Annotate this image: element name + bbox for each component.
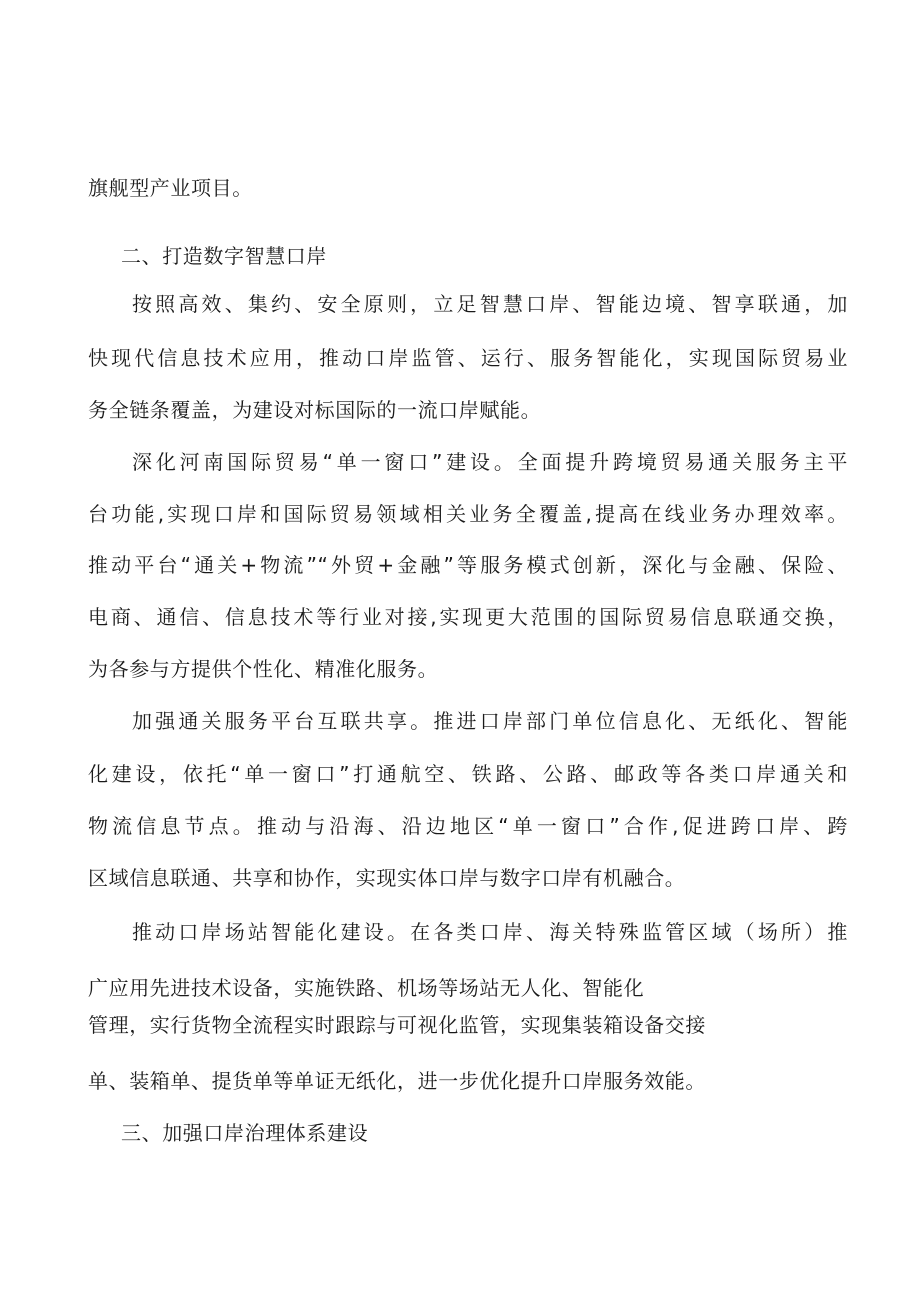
paragraph-line: 广应用先进技术设备，实施铁路、机场等场站无人化、智能化 (88, 976, 645, 1000)
paragraph-line: 推动平台“通关+物流”“外贸+金融”等服务模式创新，深化与金融、保险、 (88, 553, 848, 577)
section-heading: 二、打造数字智慧口岸 (121, 244, 327, 268)
section-heading: 三、加强口岸治理体系建设 (121, 1121, 369, 1145)
paragraph-line: 推动口岸场站智能化建设。在各类口岸、海关特殊监管区域（场所）推 (132, 920, 848, 944)
paragraph-line: 加强通关服务平台互联共享。推进口岸部门单位信息化、无纸化、智能 (132, 709, 848, 733)
paragraph-line: 电商、通信、信息技术等行业对接,实现更大范围的国际贸易信息联通交换， (88, 605, 848, 629)
paragraph-line: 务全链条覆盖，为建设对标国际的一流口岸赋能。 (88, 398, 542, 422)
paragraph-line: 深化河南国际贸易“单一窗口”建设。全面提升跨境贸易通关服务主平 (132, 450, 848, 474)
paragraph-line: 旗舰型产业项目。 (88, 176, 253, 200)
paragraph-line: 区域信息联通、共享和协作，实现实体口岸与数字口岸有机融合。 (88, 866, 686, 890)
paragraph-line: 物流信息节点。推动与沿海、沿边地区“单一窗口”合作,促进跨口岸、跨 (88, 814, 848, 838)
paragraph-line: 管理，实行货物全流程实时跟踪与可视化监管，实现集装箱设备交接 (88, 1013, 706, 1037)
paragraph-line: 按照高效、集约、安全原则，立足智慧口岸、智能边境、智享联通，加 (132, 292, 848, 316)
paragraph-line: 为各参与方提供个性化、精准化服务。 (88, 657, 439, 681)
paragraph-line: 单、装箱单、提货单等单证无纸化，进一步优化提升口岸服务效能。 (88, 1069, 706, 1093)
paragraph-line: 台功能,实现口岸和国际贸易领域相关业务全覆盖,提高在线业务办理效率。 (88, 502, 848, 526)
paragraph-line: 化建设，依托“单一窗口”打通航空、铁路、公路、邮政等各类口岸通关和 (88, 762, 848, 786)
paragraph-line: 快现代信息技术应用，推动口岸监管、运行、服务智能化，实现国际贸易业 (88, 346, 848, 370)
